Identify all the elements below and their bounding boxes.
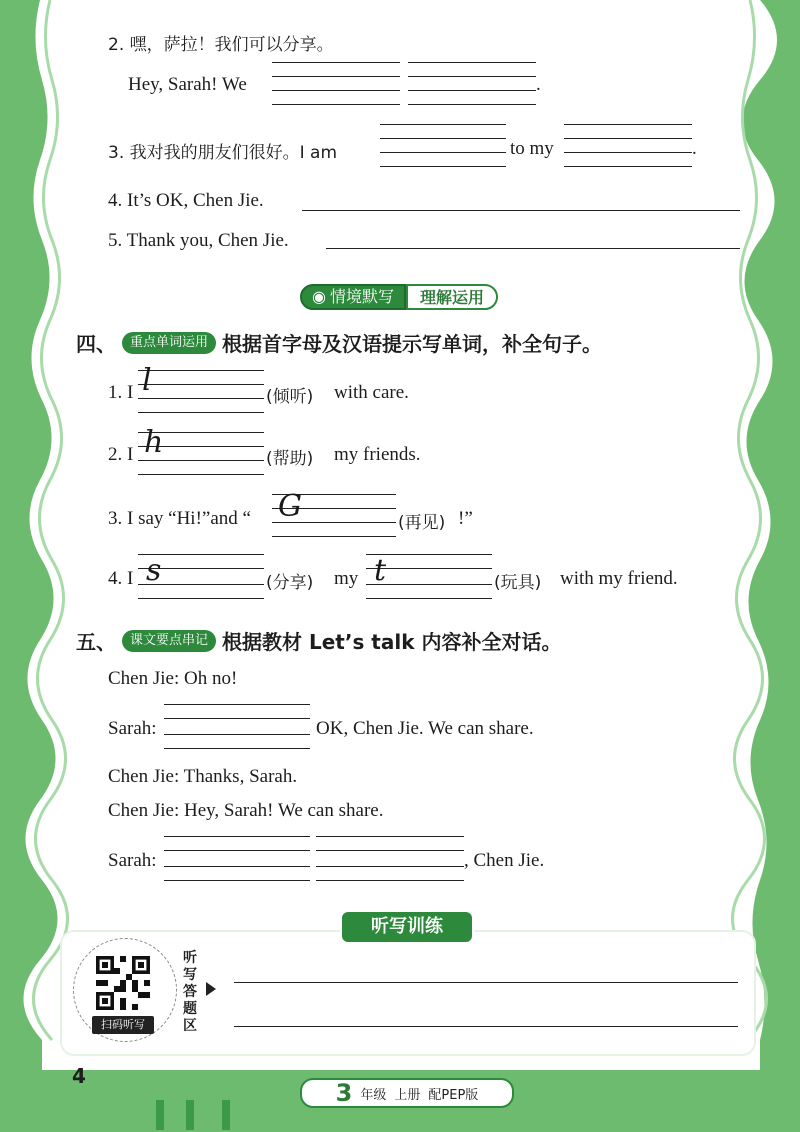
banner-right: 理解运用: [406, 284, 498, 310]
q5-answer-line[interactable]: [326, 248, 740, 249]
listening-answer-line-2[interactable]: [234, 1026, 738, 1027]
section5-heading: [76, 626, 562, 655]
s4-item2-prefix: 2. I: [108, 444, 134, 465]
guide-line: [164, 718, 310, 719]
guide-line: [138, 384, 264, 385]
s4-item4-suffix: with my friend.: [560, 568, 678, 589]
section4-tag: 重点单词运用: [122, 332, 216, 354]
decor-bar: [186, 1100, 194, 1130]
edition-badge: [300, 1078, 514, 1108]
dialogue-speaker-5: Sarah:: [108, 850, 157, 871]
q3-mid: to my: [510, 138, 554, 159]
guide-line: [138, 412, 264, 413]
q4-text: 4. It’s OK, Chen Jie.: [108, 190, 264, 211]
q2-guide-line: [408, 104, 536, 105]
q2-prefix: Hey, Sarah! We: [128, 74, 247, 95]
q3-guide-line: [564, 138, 692, 139]
q3-guide-line: [380, 124, 506, 125]
s4-item1-letter: l: [142, 363, 152, 398]
s4-item1-suffix: with care.: [334, 382, 409, 403]
dialogue-answer-line-5b[interactable]: [316, 866, 464, 867]
section4-heading: [76, 328, 602, 357]
guide-line: [366, 598, 492, 599]
s4-item4-letter2: t: [374, 553, 387, 588]
qr-label: 扫码听写: [92, 1016, 154, 1034]
s4-item3-hint: (再见): [398, 513, 446, 533]
s4-item4-hint2: (玩具): [494, 573, 542, 593]
dialogue-line-4: Chen Jie: Hey, Sarah! We can share.: [108, 800, 384, 821]
s4-item1-prefix: 1. I: [108, 382, 134, 403]
q2-guide-line: [272, 62, 400, 63]
grade-text: 年级: [360, 1087, 387, 1103]
arrow-right-icon: [206, 982, 216, 996]
volume-text: 上册: [394, 1087, 421, 1103]
qr-code-icon[interactable]: [96, 956, 150, 1010]
dialogue-answer-line-2[interactable]: [164, 734, 310, 735]
section4-number: 四、: [76, 332, 116, 356]
guide-line: [316, 836, 464, 837]
s4-item2-answer-line[interactable]: [138, 460, 264, 461]
q3-guide-line: [564, 124, 692, 125]
q2-chinese: 2. 嘿，萨拉！我们可以分享。: [108, 35, 334, 55]
s4-item3-prefix: 3. I say “Hi!”and “: [108, 508, 251, 529]
s4-item2-hint: (帮助): [266, 449, 314, 469]
q2-answer-line[interactable]: [272, 90, 400, 91]
decor-bar: [156, 1100, 164, 1130]
q5-text: 5. Thank you, Chen Jie.: [108, 230, 289, 251]
q4-answer-line[interactable]: [302, 210, 740, 211]
q3-guide-line: [380, 166, 506, 167]
s4-item4-prefix: 4. I: [108, 568, 134, 589]
q3-answer-line[interactable]: [564, 152, 692, 153]
section4-instruction: 根据首字母及汉语提示写单词，补全句子。: [222, 332, 603, 356]
section5-number: 五、: [76, 630, 116, 654]
guide-line: [316, 880, 464, 881]
guide-line: [138, 370, 264, 371]
q2-suffix: .: [536, 74, 541, 95]
dialogue-suffix-2: OK, Chen Jie. We can share.: [316, 718, 534, 739]
s4-item3-letter: G: [278, 489, 302, 524]
guide-line: [164, 836, 310, 837]
q2-guide-line: [272, 104, 400, 105]
guide-line: [164, 704, 310, 705]
decor-bar: [222, 1100, 230, 1130]
guide-line: [164, 748, 310, 749]
answer-area-label: 听写答题区: [183, 950, 197, 1034]
s4-item2-letter: h: [144, 425, 164, 460]
page-number: 4: [72, 1064, 86, 1088]
dialogue-line-3: Chen Jie: Thanks, Sarah.: [108, 766, 298, 787]
medal-icon: ◉: [312, 287, 326, 306]
s4-item1-answer-line[interactable]: [138, 398, 264, 399]
listening-title: 听写训练: [340, 910, 474, 944]
q2-guide-line: [408, 62, 536, 63]
s4-item4-hint: (分享): [266, 573, 314, 593]
q2-answer-line[interactable]: [408, 90, 536, 91]
guide-line: [138, 474, 264, 475]
guide-line: [164, 880, 310, 881]
grade-number: 3: [335, 1079, 353, 1107]
q3-answer-line[interactable]: [380, 152, 506, 153]
s4-item1-hint: (倾听): [266, 387, 314, 407]
section5-tag: 课文要点串记: [122, 630, 216, 652]
q3-suffix: .: [692, 138, 697, 159]
guide-line: [272, 536, 396, 537]
s4-item4-letter: s: [146, 553, 162, 588]
q3-guide-line: [564, 166, 692, 167]
s4-item4-mid: my: [334, 568, 359, 589]
dialogue-speaker-2: Sarah:: [108, 718, 157, 739]
q3-chinese: 3. 我对我的朋友们很好。I am: [108, 143, 338, 163]
q2-guide-line: [272, 76, 400, 77]
dialogue-suffix-5: , Chen Jie.: [464, 850, 545, 871]
s4-item3-suffix: !”: [458, 508, 473, 529]
section5-instruction: 根据教材 Let’s talk 内容补全对话。: [222, 630, 562, 654]
q2-guide-line: [408, 76, 536, 77]
dialogue-answer-line-5a[interactable]: [164, 866, 310, 867]
s4-item2-suffix: my friends.: [334, 444, 421, 465]
guide-line: [164, 850, 310, 851]
section-banner: [300, 284, 498, 310]
dialogue-line-1: Chen Jie: Oh no!: [108, 668, 238, 689]
guide-line: [316, 850, 464, 851]
banner-left: 情境默写: [329, 287, 394, 306]
listening-answer-line-1[interactable]: [234, 982, 738, 983]
q3-guide-line: [380, 138, 506, 139]
guide-line: [138, 598, 264, 599]
edition-text: 配PEP版: [428, 1087, 479, 1103]
